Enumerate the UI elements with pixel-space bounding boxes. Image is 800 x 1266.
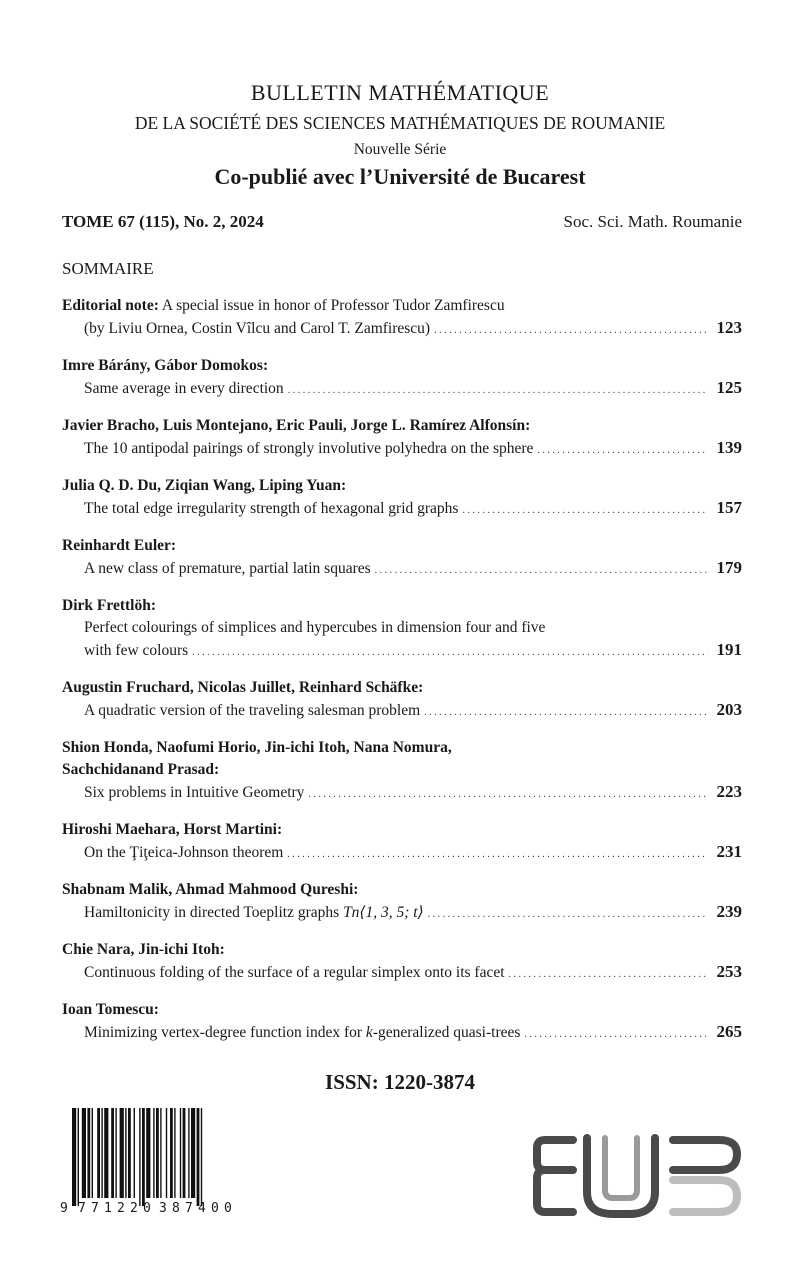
entry-page: 253 [716, 962, 742, 981]
leader-dots [304, 782, 708, 806]
entry-page: 125 [716, 378, 742, 397]
entry-title: Same average in every direction [84, 380, 284, 397]
barcode-digit: 7 [91, 1201, 99, 1216]
leader-dots [420, 700, 708, 724]
entry-authors: Editorial note: A special issue in honor of Professor Tudor Zamfirescu [62, 297, 505, 314]
series-label: Nouvelle Série [353, 141, 447, 158]
barcode-bar [97, 1108, 100, 1198]
leader-dots [424, 902, 708, 926]
entry-authors: Shabnam Malik, Ahmad Mahmood Qureshi: [62, 881, 359, 898]
entry-title: with few colours [84, 642, 189, 659]
entry-page: 179 [716, 558, 742, 577]
entry-authors: Julia Q. D. Du, Ziqian Wang, Liping Yuan: [62, 477, 347, 494]
entry-title: Continuous folding of the surface of a regular simplex onto its facet [84, 964, 505, 981]
leader-dots [520, 1022, 708, 1046]
table-of-contents [62, 295, 742, 1059]
barcode-bar [174, 1108, 175, 1198]
entry-page: 157 [716, 498, 742, 517]
copublished-line: Co-publié avec l’Université de Bucarest [214, 164, 586, 189]
entry-title: The 10 antipodal pairings of strongly involutive polyhedra on the sphere [84, 440, 534, 457]
barcode-bar [134, 1108, 135, 1198]
entry-title: Six problems in Intuitive Geometry [84, 784, 305, 801]
entry-authors: Augustin Fruchard, Nicolas Juillet, Reinhard Schäfke: [62, 679, 424, 696]
issue-row [62, 212, 742, 232]
barcode-bar [180, 1108, 181, 1198]
entry-title: On the Ţiţeica-Johnson theorem [84, 844, 284, 861]
leader-dots [430, 318, 708, 342]
barcode-bar [142, 1108, 145, 1206]
journal-subtitle: DE LA SOCIÉTÉ DES SCIENCES MATHÉMATIQUES DE ROUMANIE [134, 113, 666, 133]
publisher-logo [533, 1132, 743, 1222]
entry-authors: Ioan Tomescu: [62, 1001, 159, 1018]
toc-entry [62, 475, 742, 522]
entry-title: (by Liviu Ornea, Costin Vîlcu and Carol T. Zamfirescu) [84, 320, 431, 337]
entry-authors-line2: Sachchidanand Prasad: [62, 761, 220, 778]
entry-authors: Dirk Frettlöh: [62, 597, 156, 614]
toc-entry [62, 295, 742, 342]
toc-entry [62, 595, 742, 664]
toc-entry [62, 819, 742, 866]
journal-title: BULLETIN MATHÉMATIQUE [250, 80, 550, 105]
barcode-digit: 0 [143, 1201, 151, 1216]
entry-title-line1: Perfect colourings of simplices and hypercubes in dimension four and five [84, 619, 546, 636]
entry-page: 123 [716, 318, 742, 337]
barcode-bar [156, 1108, 159, 1198]
barcode-bar [146, 1108, 150, 1198]
toc-entry [62, 535, 742, 582]
entry-authors: Hiroshi Maehara, Horst Martini: [62, 821, 283, 838]
barcode-bar [125, 1108, 126, 1198]
leader-dots [284, 378, 708, 402]
entry-title: The total edge irregularity strength of hexagonal grid graphs [84, 500, 459, 517]
entry-page: 239 [716, 902, 742, 921]
entry-page: 223 [716, 782, 742, 801]
leader-dots [283, 842, 708, 866]
barcode-digit: 3 [159, 1201, 167, 1216]
toc-entry [62, 737, 742, 806]
barcode-bar [82, 1108, 86, 1198]
toc-entry [62, 999, 742, 1046]
barcode-bar [72, 1108, 76, 1206]
entry-authors: Chie Nara, Jin-ichi Itoh: [62, 941, 225, 958]
entry-note: A special issue in honor of Professor Tudor Zamfirescu [158, 297, 505, 314]
barcode [60, 1108, 250, 1218]
barcode-bar [188, 1108, 189, 1198]
barcode-digit: 7 [78, 1201, 86, 1216]
toc-entry [62, 677, 742, 724]
entry-page: 139 [716, 438, 742, 457]
entry-title: Minimizing vertex-degree function index for k-generalized quasi-trees [84, 1024, 521, 1041]
barcode-bar [78, 1108, 79, 1206]
barcode-digit: 8 [172, 1201, 180, 1216]
entry-title: A new class of premature, partial latin squares [84, 560, 371, 577]
leader-dots [371, 558, 708, 582]
entry-authors: Javier Bracho, Luis Montejano, Eric Pauli, Jorge L. Ramírez Alfonsín: [62, 417, 531, 434]
entry-title: Hamiltonicity in directed Toeplitz graphs Tn⟨1, 3, 5; t⟩ [84, 904, 424, 921]
toc-entry [62, 939, 742, 986]
barcode-digit: 4 [198, 1201, 206, 1216]
toc-entry [62, 355, 742, 402]
barcode-bar [139, 1108, 140, 1206]
barcode-digit: 0 [211, 1201, 219, 1216]
barcode-bars [60, 1108, 250, 1208]
barcode-bar [101, 1108, 102, 1198]
barcode-bar [120, 1108, 124, 1198]
issn-label: ISSN: 1220-3874 [325, 1070, 475, 1094]
barcode-bar [201, 1108, 202, 1206]
barcode-bar [191, 1108, 195, 1198]
barcode-bar [111, 1108, 114, 1198]
entry-title: A quadratic version of the traveling salesman problem [84, 702, 421, 719]
barcode-bar [166, 1108, 167, 1198]
barcode-digit: 0 [224, 1201, 232, 1216]
eub-logo-icon [533, 1132, 743, 1222]
barcode-digit: 2 [130, 1201, 138, 1216]
barcode-bar [160, 1108, 161, 1198]
barcode-digit: 7 [185, 1201, 193, 1216]
entry-page: 265 [716, 1022, 742, 1041]
entry-page: 231 [716, 842, 742, 861]
barcode-bar [128, 1108, 131, 1198]
contents-heading: SOMMAIRE [62, 259, 154, 278]
barcode-digit: 1 [104, 1201, 112, 1216]
entry-authors: Shion Honda, Naofumi Horio, Jin-ichi Itoh, Nana Nomura, [62, 739, 452, 756]
leader-dots [533, 438, 708, 462]
entry-page: 191 [716, 640, 742, 659]
leader-dots [188, 640, 708, 664]
entry-math: Tn⟨1, 3, 5; t⟩ [343, 904, 424, 921]
entry-authors: Imre Bárány, Gábor Domokos: [62, 357, 269, 374]
barcode-bar [104, 1108, 108, 1198]
toc-entry [62, 415, 742, 462]
barcode-digit: 9 [60, 1201, 68, 1216]
barcode-bar [92, 1108, 93, 1198]
publisher-short: Soc. Sci. Math. Roumanie [563, 212, 742, 231]
entry-math: k [365, 1024, 373, 1041]
barcode-bar [87, 1108, 90, 1198]
entry-page: 203 [716, 700, 742, 719]
leader-dots [505, 962, 708, 986]
barcode-bar [183, 1108, 186, 1198]
tome-label: TOME 67 (115), No. 2, 2024 [62, 212, 264, 231]
barcode-digit: 2 [117, 1201, 125, 1216]
barcode-bar [170, 1108, 173, 1198]
entry-authors: Reinhardt Euler: [62, 537, 177, 554]
toc-entry [62, 879, 742, 926]
barcode-bar [197, 1108, 200, 1206]
leader-dots [458, 498, 708, 522]
barcode-bar [153, 1108, 154, 1198]
barcode-bar [115, 1108, 116, 1198]
